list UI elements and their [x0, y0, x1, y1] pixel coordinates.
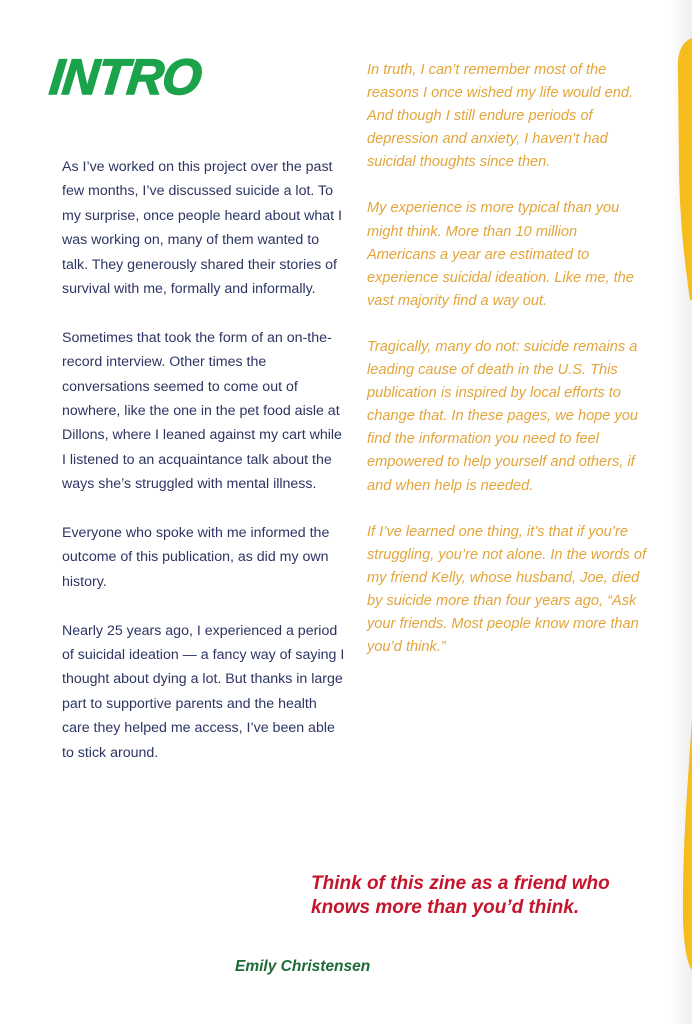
paragraph: Everyone who spoke with me informed the outcome of this publication, as did my own history. — [62, 525, 330, 590]
paragraph: My experience is more typical than you might think. More than 10 million Americans a year are estimated to experience suicidal ideation. Like me, the vast majority find a way out. — [367, 200, 634, 309]
paragraph: If I’ve learned one thing, it’s that if you’re struggling, you’re not alone. In the words of my friend Kelly, whose husband, Joe, died by suicide more than four years ago, “Ask your friends. Most people know more than you’d think.” — [367, 523, 647, 656]
paragraph: In truth, I can’t remember most of the reasons I once wished my life would end. And though I still endure periods of depression and anxiety, I haven’t had suicidal thoughts since then. — [367, 62, 634, 171]
paragraph: Sometimes that took the form of an on-the-record interview. Other times the conversations seemed to come out of nowhere, like the one in the pet food aisle at Dillons, where I leaned against my cart while I listened to an acquaintance talk about the ways she’s struggled with mental illness. — [62, 329, 342, 493]
ribbon-shape — [678, 38, 692, 970]
right-column — [367, 59, 647, 659]
paragraph: Tragically, many do not: suicide remains a leading cause of death in the U.S. This publication is inspired by local efforts to change that. In these pages, we hope you find the information you need to feel empowered to help yourself and others, if and when help is needed. — [367, 338, 638, 494]
paragraph: As I’ve worked on this project over the past few months, I’ve discussed suicide a lot. To my surprise, once people heard about what I was working on, many of them wanted to talk. They generously shared their stories of survival with me, formally and informally. — [62, 159, 342, 298]
paragraph: Nearly 25 years ago, I experienced a period of suicidal ideation — a fancy way of saying I thought about dying a lot. But thanks in large part to supportive parents and the health care they helped me access, I’ve been able to stick around. — [62, 622, 345, 761]
pull-quote: Think of this zine as a friend who knows more than you’d think. — [311, 873, 610, 918]
yellow-ribbon-decoration — [652, 0, 692, 1024]
page-title: INTRO — [47, 49, 204, 105]
author-signature: Emily Christensen — [235, 958, 371, 975]
left-column — [62, 155, 347, 765]
